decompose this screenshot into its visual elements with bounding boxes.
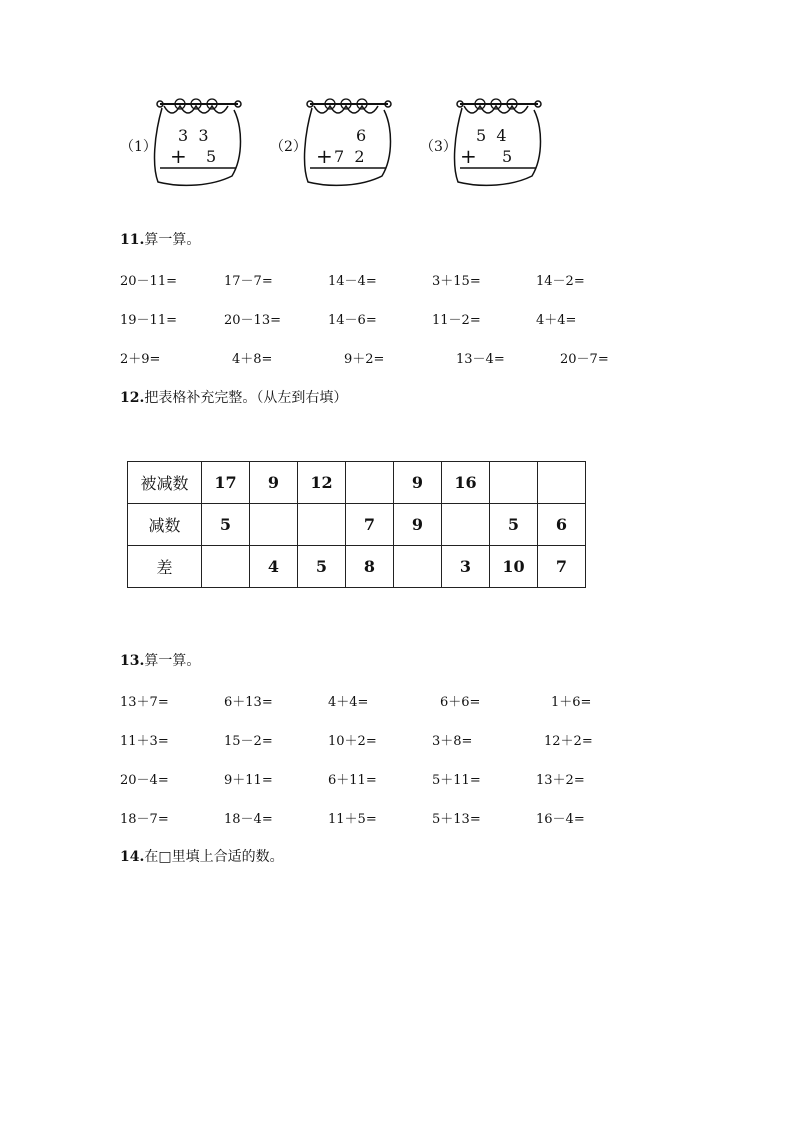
table-cell: 12 — [298, 462, 346, 504]
equation: 10＋2= — [328, 734, 377, 749]
table-cell: 7 — [538, 546, 586, 588]
question-number: 12. — [120, 390, 145, 406]
row-header: 差 — [128, 546, 202, 588]
equation: 14－4= — [328, 274, 377, 289]
pot-bottom-number: 5 — [206, 147, 217, 166]
equation: 6＋13= — [224, 695, 273, 710]
pot-problem-2 — [270, 96, 430, 188]
equation: 6＋11= — [328, 773, 377, 788]
equation: 3＋15= — [432, 274, 481, 289]
equation: 9＋11= — [224, 773, 273, 788]
pot-plus-sign: + — [170, 144, 187, 168]
question-title: 算一算。 — [144, 653, 201, 669]
equation: 11＋5= — [328, 812, 377, 827]
table-row — [128, 462, 586, 504]
equation: 2＋9= — [120, 352, 161, 367]
equation: 13＋7= — [120, 695, 169, 710]
table-cell: 4 — [250, 546, 298, 588]
pot-plus-sign: + — [460, 144, 477, 168]
pot-top-number: 3 3 — [178, 126, 209, 145]
pot-drawing — [302, 96, 392, 188]
table-cell: 9 — [394, 504, 442, 546]
question-12-heading — [120, 387, 347, 407]
equation: 18－4= — [224, 812, 273, 827]
pot-bottom-number: 5 — [502, 147, 513, 166]
table-cell-blank[interactable] — [490, 462, 538, 504]
table-row — [128, 504, 586, 546]
pot-plus-sign: + — [316, 144, 333, 168]
table-cell: 3 — [442, 546, 490, 588]
pot-label: （2） — [270, 139, 307, 155]
question-title: 把表格补充完整。（从左到右填） — [144, 390, 348, 406]
equation: 19－11= — [120, 313, 177, 328]
equation: 20－13= — [224, 313, 281, 328]
table-cell: 17 — [202, 462, 250, 504]
equation: 9＋2= — [344, 352, 385, 367]
pot-top-number: 6 — [356, 126, 367, 145]
table-cell-blank[interactable] — [346, 462, 394, 504]
equation: 14－6= — [328, 313, 377, 328]
equation: 20－11= — [120, 274, 177, 289]
table-cell: 5 — [298, 546, 346, 588]
table-cell-blank[interactable] — [202, 546, 250, 588]
equation: 6＋6= — [440, 695, 481, 710]
table-cell: 16 — [442, 462, 490, 504]
row-header: 被减数 — [128, 462, 202, 504]
equation: 4＋8= — [232, 352, 273, 367]
equation: 5＋13= — [432, 812, 481, 827]
equation: 1＋6= — [551, 695, 592, 710]
question-number: 13. — [120, 653, 145, 669]
question-number: 14. — [120, 849, 145, 865]
question-13-heading — [120, 650, 200, 670]
pot-label: （1） — [120, 139, 157, 155]
table-cell: 10 — [490, 546, 538, 588]
table-cell: 6 — [538, 504, 586, 546]
question-number: 11. — [120, 232, 145, 248]
table-cell-blank[interactable] — [394, 546, 442, 588]
equation: 13＋2= — [536, 773, 585, 788]
question-title: 在□里填上合适的数。 — [144, 849, 284, 865]
pot-bottom-number: 7 2 — [334, 147, 365, 166]
table-cell-blank[interactable] — [298, 504, 346, 546]
table-cell: 8 — [346, 546, 394, 588]
question-11-heading — [120, 229, 200, 249]
equation: 17－7= — [224, 274, 273, 289]
table-cell-blank[interactable] — [442, 504, 490, 546]
pot-top-number: 5 4 — [476, 126, 507, 145]
question-14-heading — [120, 846, 284, 866]
equation: 16－4= — [536, 812, 585, 827]
row-header: 减数 — [128, 504, 202, 546]
subtraction-table — [127, 461, 586, 588]
table-cell: 5 — [202, 504, 250, 546]
equation: 20－7= — [560, 352, 609, 367]
table-cell: 9 — [250, 462, 298, 504]
pot-label: （3） — [420, 139, 457, 155]
equation: 18－7= — [120, 812, 169, 827]
equation: 4＋4= — [536, 313, 577, 328]
equation: 15－2= — [224, 734, 273, 749]
equation: 4＋4= — [328, 695, 369, 710]
table-cell-blank[interactable] — [250, 504, 298, 546]
pot-problem-3 — [420, 96, 580, 188]
table-cell: 7 — [346, 504, 394, 546]
equation: 11＋3= — [120, 734, 169, 749]
equation: 20－4= — [120, 773, 169, 788]
pot-problem-1 — [120, 96, 280, 188]
equation: 11－2= — [432, 313, 481, 328]
equation: 5＋11= — [432, 773, 481, 788]
equation: 14－2= — [536, 274, 585, 289]
table-cell-blank[interactable] — [538, 462, 586, 504]
equation: 3＋8= — [432, 734, 473, 749]
equation: 12＋2= — [544, 734, 593, 749]
equation: 13－4= — [456, 352, 505, 367]
table-cell: 9 — [394, 462, 442, 504]
question-title: 算一算。 — [144, 232, 201, 248]
table-row — [128, 546, 586, 588]
table-cell: 5 — [490, 504, 538, 546]
